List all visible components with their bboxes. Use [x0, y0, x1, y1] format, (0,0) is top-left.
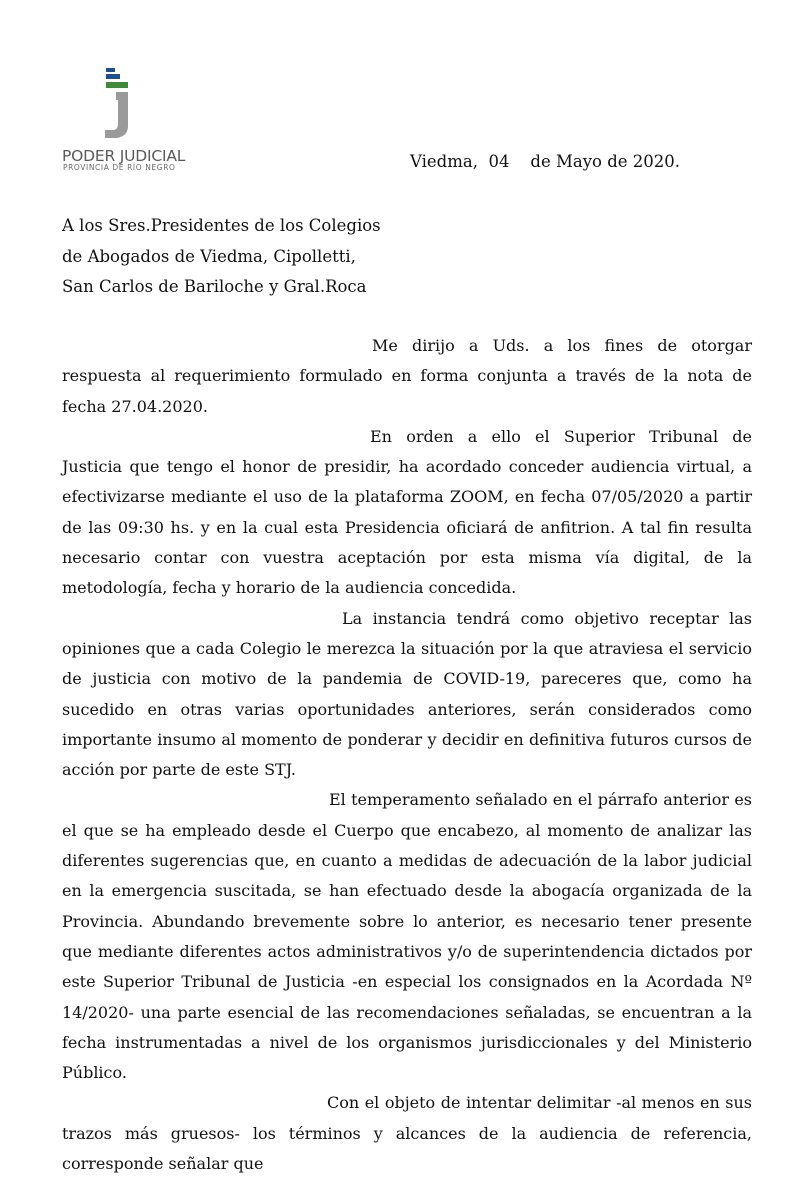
body-paragraph: El temperamento señalado en el párrafo anterior es el que se ha empleado desde el Cuerpo que encabezo, al momento de analizar las diferentes sugerencias que, en cuanto a medidas de adecuación de la labor judicial en la emergencia suscitada, se han efectuado desde la abogacía organizada de la Provincia. Abundando brevemente sobre lo anterior, es necesario tener presente que mediante diferentes actos administrativos y/o de superintendencia dictados por este Superior Tribunal de Justicia -en especial los consignados en la Acordada Nº 14/2020- una parte esencial de las recomendaciones señaladas, se encuentran a la fecha instrumentadas a nivel de los organismos jurisdiccionales y del Ministerio Público. [62, 790, 752, 1083]
recipient-line: de Abogados de Viedma, Cipolletti, [62, 246, 356, 266]
body-paragraph: Con el objeto de intentar delimitar -al menos en sus trazos más gruesos- los términos y alcances de la audiencia de referencia, corresponde señalar que [62, 1093, 752, 1174]
recipient-line: San Carlos de Bariloche y Gral.Roca [62, 277, 367, 296]
body-paragraph: Me dirijo a Uds. a los fines de otorgar respuesta al requerimiento formulado en forma conjunta a través de la nota de fecha 27.04.2020. [62, 336, 752, 416]
date-line: Viedma, 04 de Mayo de 2020. [410, 152, 681, 171]
logo-title: PODER JUDICIAL [62, 147, 186, 165]
letter-body [62, 331, 752, 1179]
poder-judicial-emblem-icon [102, 68, 134, 140]
logo-subtitle: PROVINCIA DE RÍO NEGRO [63, 163, 176, 172]
body-paragraph: En orden a ello el Superior Tribunal de Justicia que tengo el honor de presidir, ha acordado conceder audiencia virtual, a efectivizarse mediante el uso de la plataforma ZOOM, en fecha 07/05/2020 a partir de las 09:30 hs. y en la cual esta Presidencia oficiará de anfitrion. A tal fin resulta necesario contar con vuestra aceptación por esta misma vía digital, de la metodología, fecha y horario de la audiencia concedida. [62, 426, 752, 598]
poder-judicial-logo [62, 68, 186, 172]
recipient-block [62, 211, 381, 303]
body-paragraph: La instancia tendrá como objetivo receptar las opiniones que a cada Colegio le merezca la situación por la que atraviesa el servicio de justicia con motivo de la pandemia de COVID-19, pareceres que, como ha sucedido en otras varias oportunidades anteriores, serán considerados como importante insumo al momento de ponderar y decidir en definitiva futuros cursos de acción por parte de este STJ. [62, 608, 752, 780]
recipient-line: A los Sres.Presidentes de los Colegios [62, 216, 381, 235]
